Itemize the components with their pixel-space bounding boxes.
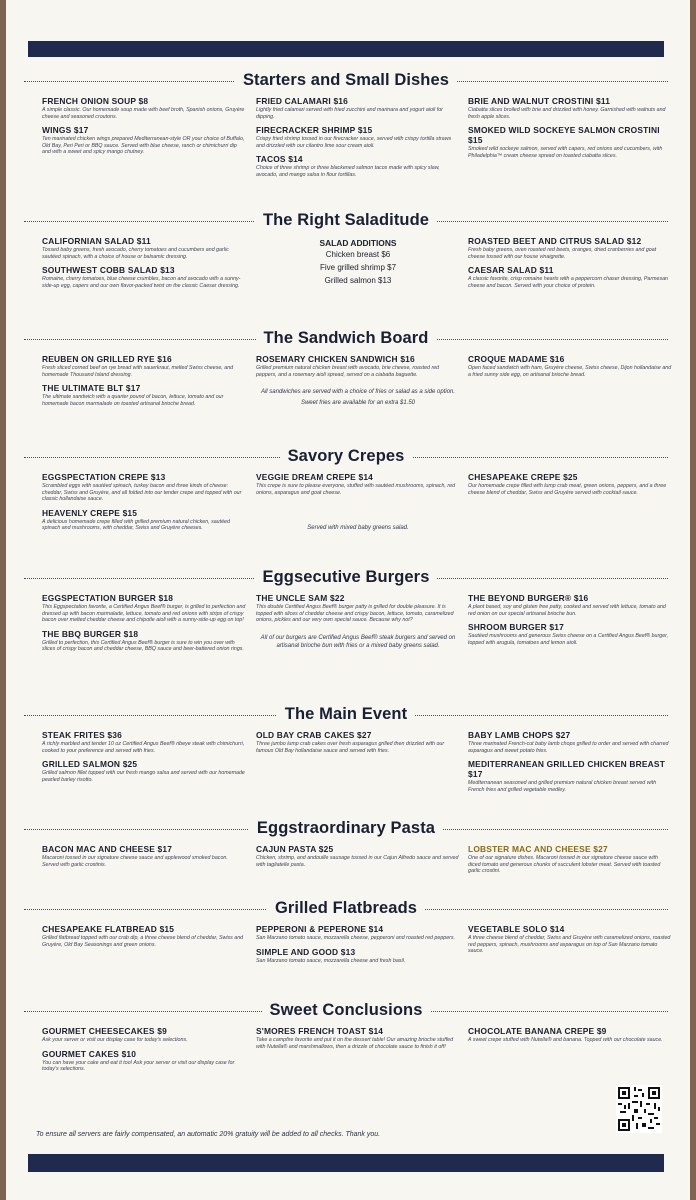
menu-item: SOUTHWEST COBB SALAD $13 Romaine, cherry tomatoes, blue cheese crumbles, bacon and avocado with a sunny-side-up egg, capers and our own flavor-packed twist on the classic Caesar dressing. [42,265,241,289]
salad-addition-line: Chicken breast $6 [325,250,391,259]
section-note: All sandwiches are served with a choice of fries or salad as a side option. [260,389,456,396]
menu-item: CHESAPEAKE FLATBREAD $15 Grilled flatbread topped with our crab dip, a three cheese blend of cheddar, Swiss and Gruyère, Old Bay Seasonings and green onions. [42,924,244,948]
menu-column [468,844,672,880]
section-title: Savory Crepes [280,447,413,465]
menu-item: WINGS $17 Ten marinated chicken wings prepared Mediterranean-style OR your choice of Buffalo, Old Bay, Peri Peri or BBQ sauce. Served with blue cheese, ranch or chimichurri dip and with a sweet and spicy mango chutney. [42,125,245,156]
menu-item: REUBEN ON GRILLED RYE $16 Fresh sliced corned beef on rye bread with sauerkraut, melted Swiss cheese, and homemade Thousand Island dressing. [42,354,234,378]
menu-column [42,236,246,294]
menu-item: PEPPERONI & PEPERONE $14 San Marzano tomato sauce, mozzarella cheese, pepperoni and roasted red peppers. [256,924,456,941]
menu-item: ROSEMARY CHICKEN SANDWICH $16 Grilled premium natural chicken breast with avocado, brie cheese, roasted red peppers, and a rosemary aioli spread, served on a ciabatta baguette. [256,354,440,378]
menu-item: BRIE AND WALNUT CROSTINI $11 Ciabatta slices broiled with brie and drizzled with honey. Garnished with walnuts and fresh apple slices. [468,96,666,120]
menu-item: EGGSPECTATION CREPE $13 Scrambled eggs with sautéed spinach, turkey bacon and three kinds of cheese: cheddar, Swiss and Gruyère, and all folded into our tender crepe and topped with our classic hollandaise sauce. [42,472,242,503]
menu-item: SIMPLE AND GOOD $13 San Marzano tomato sauce, mozzarella cheese and fresh basil. [256,946,406,964]
menu-item: THE ULTIMATE BLT $17 The ultimate sandwich with a quarter pound of bacon, lettuce, tomato and our homemade bacon marmalade on toasted artisanal brioche bread. [42,383,224,407]
salad-addition-line: Grilled salmon $13 [324,276,392,285]
section-title: Eggstraordinary Pasta [249,819,443,837]
section-title: Eggsecutive Burgers [255,568,438,586]
menu-column [42,472,246,537]
menu-item: CAJUN PASTA $25 Chicken, shrimp, and andouille sausage tossed in our Cajun Alfredo sauce and served with tagliatelle pasta. [256,844,459,868]
section-note: Served with mixed baby greens salad. [307,525,409,532]
section-pasta [24,818,668,898]
menu-item: GOURMET CHEESECAKES $9 Ask your server or visit our display case for today's selections. [42,1026,188,1043]
section-desserts [24,1000,668,1080]
menu-column [42,96,246,161]
menu-item: MEDITERRANEAN GRILLED CHICKEN BREAST $17 Mediterranean seasoned and grilled premium natural chicken breast served with French fries and grilled vegetable medley. [468,759,666,793]
menu-item: GOURMET CAKES $10 You can have your cake and eat it too! Ask your server or visit our display case for today's selections. [42,1048,235,1073]
menu-item: BABY LAMB CHOPS $27 Three marinated French-cut baby lamb chops grilled to order and served with charred asparagus and sweet potato fries. [468,730,669,754]
menu-column [468,1026,672,1049]
menu-page [6,0,690,1200]
section-title: The Sandwich Board [256,329,437,347]
section-salads [24,210,668,320]
section-flatbreads [24,898,671,998]
section-title: The Main Event [277,705,415,723]
top-navy-band [28,41,664,57]
menu-item: S'MORES FRENCH TOAST $14 Take a campfire favorite and put it on the dessert table! Our amazing brioche stuffed with Nutella® and marshmallows, then a drizzle of chocolate sauce to finish it off! [256,1026,454,1050]
menu-column [42,924,246,953]
menu-column [42,1026,246,1078]
menu-item: SMOKED WILD SOCKEYE SALMON CROSTINI $15 Smoked wild sockeye salmon, served with capers, red onions and cucumbers, with Philadelphia™ cream cheese spread on toasted ciabatta slices. [468,125,663,159]
menu-item-highlight: LOBSTER MAC AND CHEESE $27 One of our signature dishes. Macaroni tossed in our signature cheese sauce with diced tomato and generous chunks of succulent lobster meat. Served with toasted garlic crostini. [468,844,661,875]
menu-item: CHESAPEAKE CREPE $25 Our homemade crepe filled with lump crab meat, green onions, peppers, and a three cheese blend of cheddar, Swiss and Gruyère served with cocktail sauce. [468,472,667,496]
section-title: Grilled Flatbreads [267,899,425,917]
section-title: The Right Saladitude [255,211,437,229]
menu-column [256,593,460,650]
menu-column [256,1026,460,1055]
menu-item: VEGGIE DREAM CREPE $14 This crepe is sure to please everyone, stuffed with sautéed mushrooms, spinach, red onions, asparagus and goat cheese. [256,472,456,496]
section-title: Starters and Small Dishes [235,71,457,89]
menu-item: VEGETABLE SOLO $14 A three cheese blend of cheddar, Swiss and Gruyère with caramelized onions, roasted red peppers, spinach, mushrooms and asparagus on top of San Marzano tomato sauce. [468,924,671,955]
menu-column [256,924,460,969]
qr-code-icon-graphic [616,1085,662,1133]
menu-column [468,96,672,164]
menu-column [256,844,460,873]
menu-item: GRILLED SALMON $25 Grilled salmon fillet topped with our fresh mango salsa and served with our homemade pearled barley risotto. [42,759,245,783]
menu-column [42,354,246,412]
menu-item: FRENCH ONION SOUP $8 A simple classic. Our homemade soup made with beef broth, Spanish onions, Gruyère cheese and seasoned croutons. [42,96,245,120]
menu-column [256,354,460,407]
menu-column [256,730,460,759]
menu-column [42,593,246,658]
menu-item: OLD BAY CRAB CAKES $27 Three jumbo lump crab cakes over fresh asparagus grilled then drizzled with our famous Old Bay hollandaise sauce and served with fries. [256,730,445,754]
section-main-event [24,704,668,814]
gratuity-note: To ensure all servers are fairly compensated, an automatic 20% gratuity will be added to all checks. Thank you. [36,1131,381,1138]
menu-item: THE UNCLE SAM $22 This double Certified Angus Beef® burger patty is grilled for double pleasure. It is topped with slices of cheddar cheese and crispy bacon, lettuce, tomato, caramelized onions, pickles and our very own special sauce. Because why not? [256,593,454,624]
section-starters [24,70,668,190]
section-note: All of our burgers are Certified Angus Beef® steak burgers and served on artisanal brioche bun with fries or a mixed baby greens salad. [260,634,456,649]
menu-column [468,730,672,798]
qr-code-icon[interactable] [616,1085,662,1133]
menu-column [256,96,460,184]
section-sandwiches [24,328,672,448]
menu-item: FRIED CALAMARI $16 Lightly fried calamari served with fried zucchini and marinara and yogurt aioli for dipping. [256,96,443,120]
menu-item: ROASTED BEET AND CITRUS SALAD $12 Fresh baby greens, oven roasted red beets, oranges, dried cranberries and goat cheese tossed with our house vinaigrette. [468,236,657,260]
menu-item: CAESAR SALAD $11 A classic favorite, crisp romaine hearts with a peppercorn chaser dressing, Parmesan cheese and bacon. Served with your choice of protein. [468,265,668,289]
section-crepes [24,446,668,556]
menu-item: TACOS $14 Choice of three shrimp or three blackened salmon tacos made with spicy slaw, avocado, and mango salsa in flour tortillas. [256,154,440,178]
salad-addition-line: Five grilled shrimp $7 [319,263,397,272]
menu-column [468,472,672,501]
menu-item: SHROOM BURGER $17 Sautéed mushrooms and generous Swiss cheese on a Certified Angus Beef® burger, topped with arugula, tomatoes and lemon aioli. [468,622,669,646]
menu-item: THE BBQ BURGER $18 Grilled to perfection, this Certified Angus Beef® burger is sure to win you over with slices of crispy bacon and cheddar cheese, BBQ sauce and beer-battered onion rings. [42,628,244,653]
menu-item: BACON MAC AND CHEESE $17 Macaroni tossed in our signature cheese sauce and applewood smoked bacon. Served with garlic crostinis. [42,844,228,868]
section-title: Sweet Conclusions [262,1001,431,1019]
menu-column [468,236,672,294]
menu-item: THE BEYOND BURGER® $16 A plant based, soy and gluten free patty, cooked and served with lettuce, tomato and red onion on our special artisanal brioche bun. [468,593,666,617]
menu-column [256,472,460,532]
salad-additions [256,238,460,287]
menu-column [468,924,672,960]
salad-additions-title: SALAD ADDITIONS [319,238,397,248]
menu-column [42,730,246,788]
menu-item: EGGSPECTATION BURGER $18 This Eggspectation favorite, a Certified Angus Beef® burger, is grilled to perfection and dressed up with bacon marmalade, lettuce, tomato and red onions with strips of crispy bacon over melted cheddar cheese and chipotle aioli with a sunny-side-up egg on top! [42,593,246,624]
section-burgers [24,567,668,697]
menu-item: HEAVENLY CREPE $15 A delicious homemade crepe filled with grilled premium natural chicken, sautéed spinach and mushrooms, with cheddar, Swiss and Gruyère cheeses. [42,507,230,532]
menu-item: CROQUE MADAME $16 Open faced sandwich with ham, Gruyère cheese, Swiss cheese, Dijon hollandaise and a fried sunny side egg, on artisanal brioche bread. [468,354,672,378]
bottom-navy-band [28,1154,664,1172]
menu-item: FIRECRACKER SHRIMP $15 Crispy fried shrimp tossed in our firecracker sauce, served with crispy tortilla straws and drizzled with our cilantro lime sour cream aioli. [256,125,452,149]
menu-column [42,844,246,873]
menu-item: CALIFORNIAN SALAD $11 Tossed baby greens, fresh avocado, cherry tomatoes and cucumbers and garlic sautéed spinach, with a choice of house or balsamic dressing. [42,236,229,260]
menu-item: STEAK FRITES $36 A richly marbled and tender 10 oz Certified Angus Beef® ribeye steak with chimichurri, cooked to your preference and served with fries. [42,730,245,754]
menu-column [468,593,672,651]
menu-item: CHOCOLATE BANANA CREPE $9 A sweet crepe stuffed with Nutella® and banana. Topped with our chocolate sauce. [468,1026,663,1043]
menu-column [468,354,672,383]
section-note: Sweet fries are available for an extra $1.50 [300,400,416,407]
